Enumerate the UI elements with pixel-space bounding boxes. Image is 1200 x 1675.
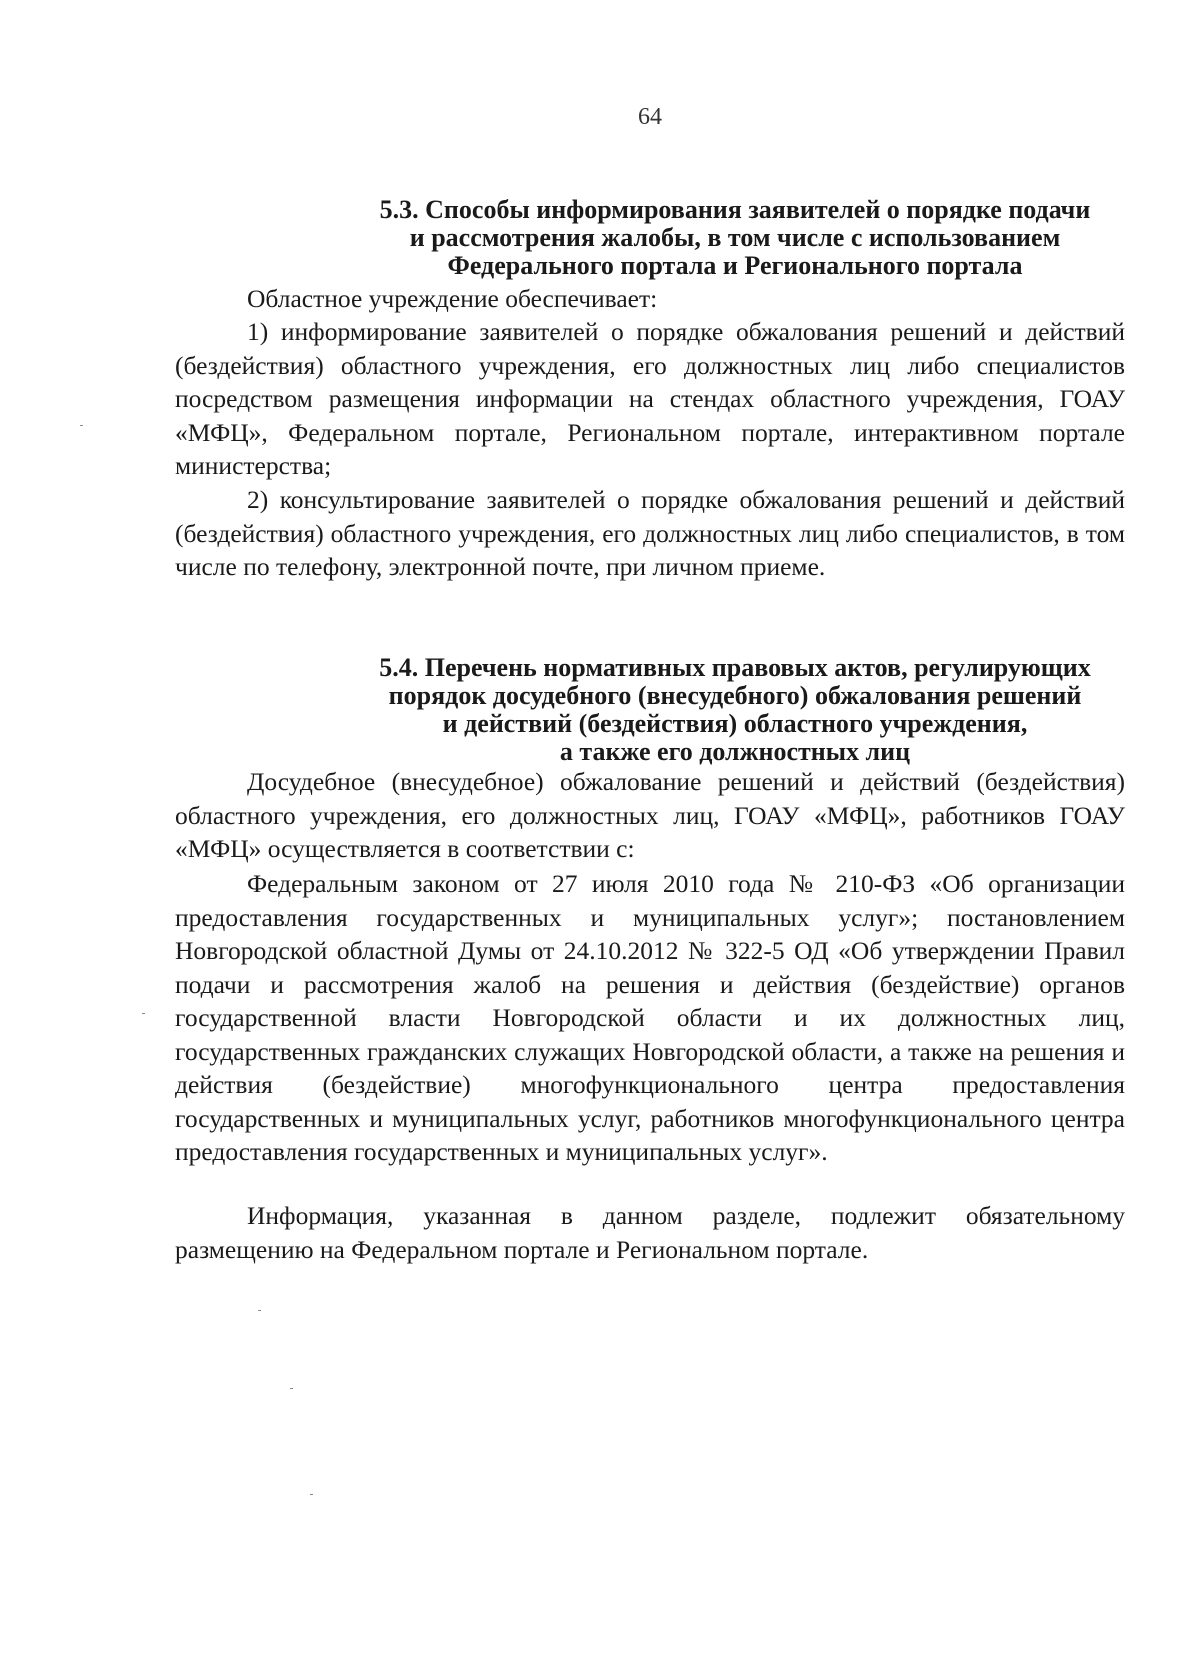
paragraph: Досудебное (внесудебное) обжалование решений и действий (бездействия) областного учреждения, его должностных лиц, ГОАУ «МФЦ», работников ГОАУ «МФЦ» осуществляется в соответствии с: [175,767,1125,863]
heading-line: порядок досудебного (внесудебного) обжалования решений [388,681,1082,710]
scan-speck [258,1310,261,1311]
scan-speck [310,1494,313,1495]
page-number: 64 [638,104,662,130]
heading-line: и действий (бездействия) областного учреждения, [442,709,1028,738]
paragraph: 2) консультирование заявителей о порядке обжалования решений и действий (бездействия) областного учреждения, его должностных лиц либо специалистов, в том числе по телефону, электронной почте, при личном приеме. [175,485,1125,581]
scan-speck [142,1013,145,1014]
paragraph: Информация, указанная в данном разделе, подлежит обязательному размещению на Федеральном портале и Региональном портале. [175,1201,1125,1264]
paragraph: Федеральным законом от 27 июля 2010 года № 210-ФЗ «Об организации предоставления государственных и муниципальных услуг»; постановлением Новгородской областной Думы от 24.10.2012 № 322-5 ОД «Об утверждении Правил подачи и рассмотрения жалоб на решения и действия (бездействие) органов государственной власти Новгородской области и их должностных лиц, государственных гражданских служащих Новгородской области, а также на решения и действия (бездействие) многофункционального центра предоставления государственных и муниципальных услуг, работников многофункционального центра предоставления государственных и муниципальных услуг». [175,869,1125,1166]
heading-line: а также его должностных лиц [559,737,911,766]
section-heading-5-4 [160,654,1200,766]
section-heading-5-3 [160,196,1200,280]
paragraph: Областное учреждение обеспечивает: [247,284,658,313]
heading-line: 5.3. Способы информирования заявителей о порядке подачи [379,195,1091,224]
heading-line: Федерального портала и Регионального портала [447,251,1023,280]
paragraph: 1) информирование заявителей о порядке обжалования решений и действий (бездействия) областного учреждения, его должностных лиц либо специалистов посредством размещения информации на стендах областного учреждения, ГОАУ «МФЦ», Федеральном портале, Региональном портале, интерактивном портале министерства; [175,317,1125,480]
scan-speck [290,1388,293,1389]
heading-line: и рассмотрения жалобы, в том числе с использованием [409,223,1061,252]
scan-speck [80,425,83,426]
heading-line: 5.4. Перечень нормативных правовых актов, регулирующих [379,653,1091,682]
